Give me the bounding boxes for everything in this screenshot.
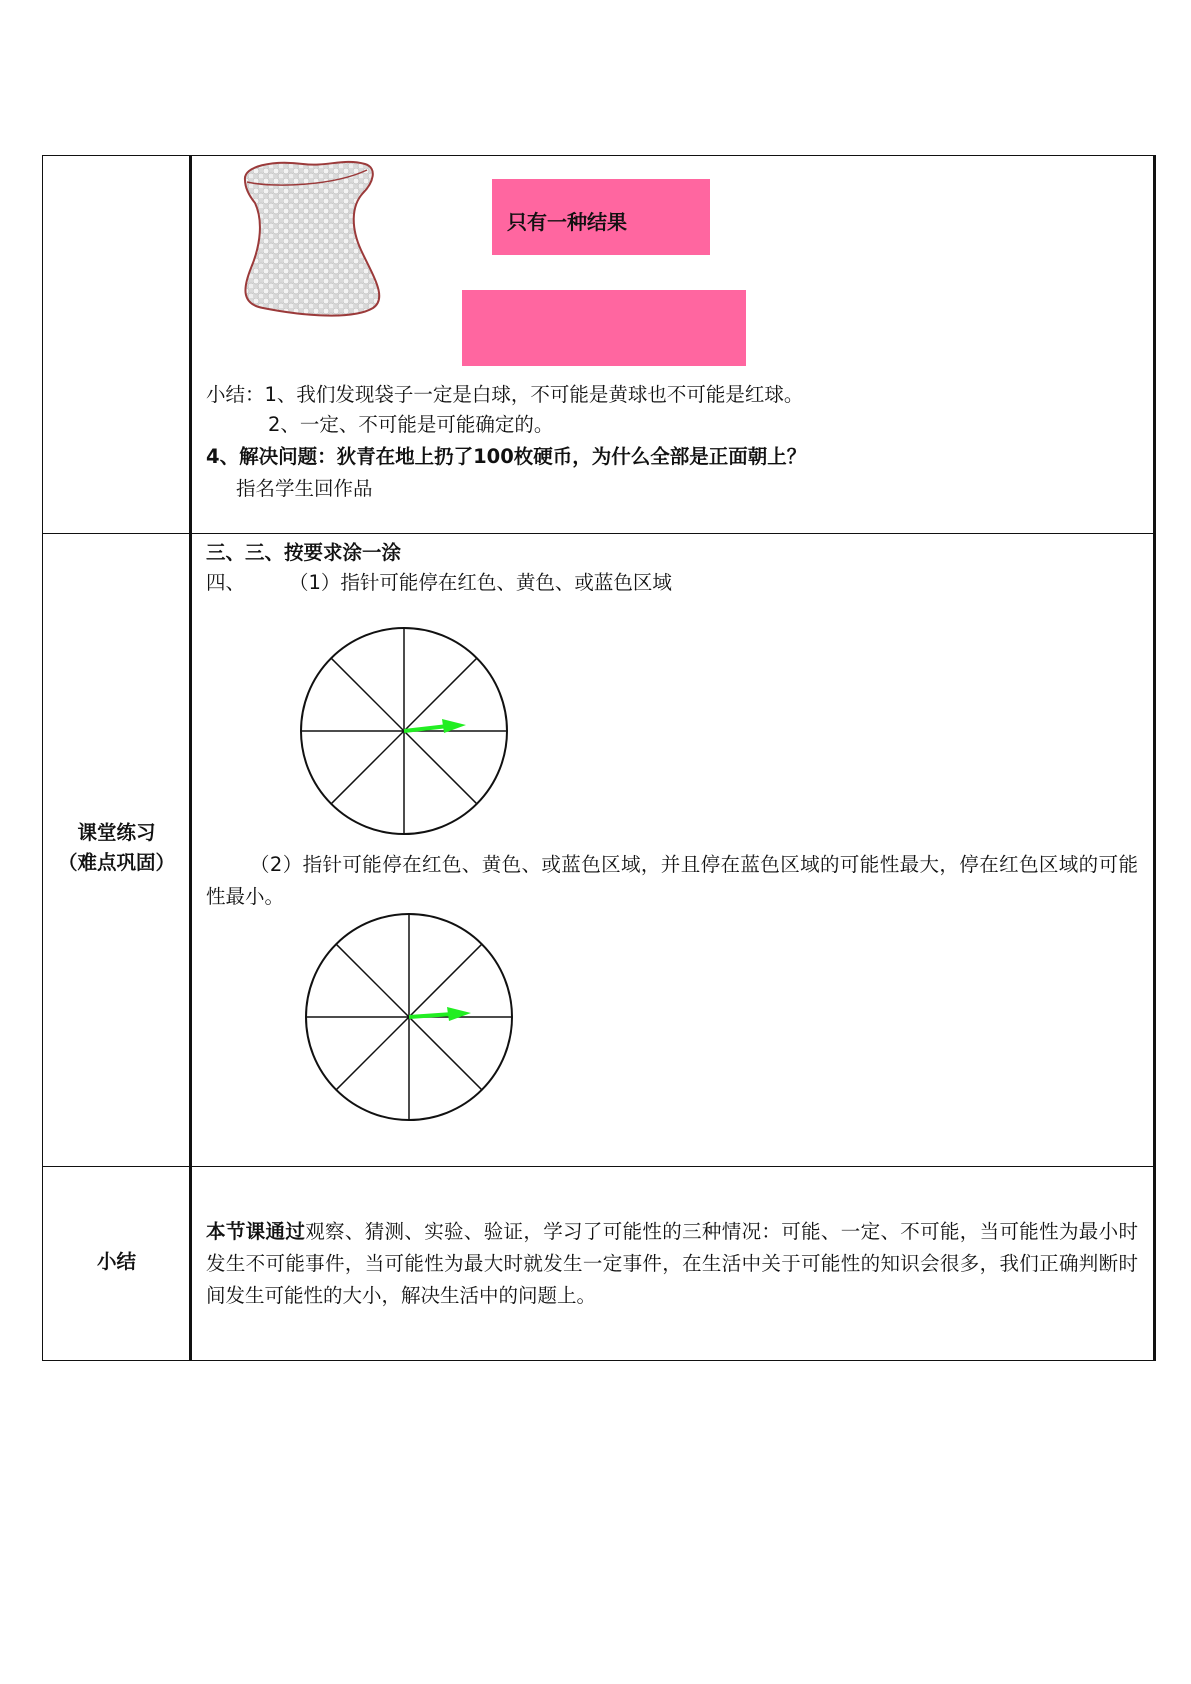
result-box-two [462,290,746,366]
row-divider-1 [42,533,1156,534]
question-2-text: （2）指针可能停在红色、黄色、或蓝色区域，并且停在蓝色区域的可能性最大，停在红色区域的可能性最小。 [206,853,1138,908]
summary-label: 小结 [96,1250,136,1273]
column-divider [189,155,192,1361]
question-1-prefix: 四、 [206,571,246,594]
practice-label-line1: 课堂练习 [77,821,156,844]
spinner-2 [303,911,515,1123]
problem-line: 4、解决问题：狄青在地上扔了100枚硬币，为什么全部是正面朝上？ [206,445,807,468]
lesson-summary-bold: 本节课通过 [206,1220,306,1243]
answer-line: 指名学生回作品 [236,477,373,500]
table-border-bottom [42,1360,1156,1361]
table-border-right [1153,155,1156,1361]
table-border-top [42,155,1156,156]
practice-label [44,818,189,878]
lesson-summary-rest: 观察、猜测、实验、验证，学习了可能性的三种情况：可能、一定、不可能，当可能性为最小时发生不可能事件，当可能性为最大时就发生一定事件，在生活中关于可能性的知识会很多，我们正确判断时间发生可能性的大小，解决生活中的问题上。 [206,1220,1138,1307]
lesson-summary-paragraph [206,1216,1138,1312]
question-1-text: （1）指针可能停在红色、黄色、或蓝色区域 [289,571,672,594]
result-box-one [492,179,710,255]
summary-line-2: 2、一定、不可能是可能确定的。 [268,413,554,436]
result-box-one-label: 只有一种结果 [507,210,627,234]
section-heading: 三、三、按要求涂一涂 [206,541,402,564]
practice-label-line2: （难点巩固） [57,851,175,874]
summary-line-1: 小结：1、我们发现袋子一定是白球，不可能是黄球也不可能是红球。 [206,383,804,406]
spinner-1 [298,625,510,837]
ball-bag-image [233,158,393,323]
table-border-left [42,155,43,1361]
row-divider-2 [42,1166,1156,1167]
